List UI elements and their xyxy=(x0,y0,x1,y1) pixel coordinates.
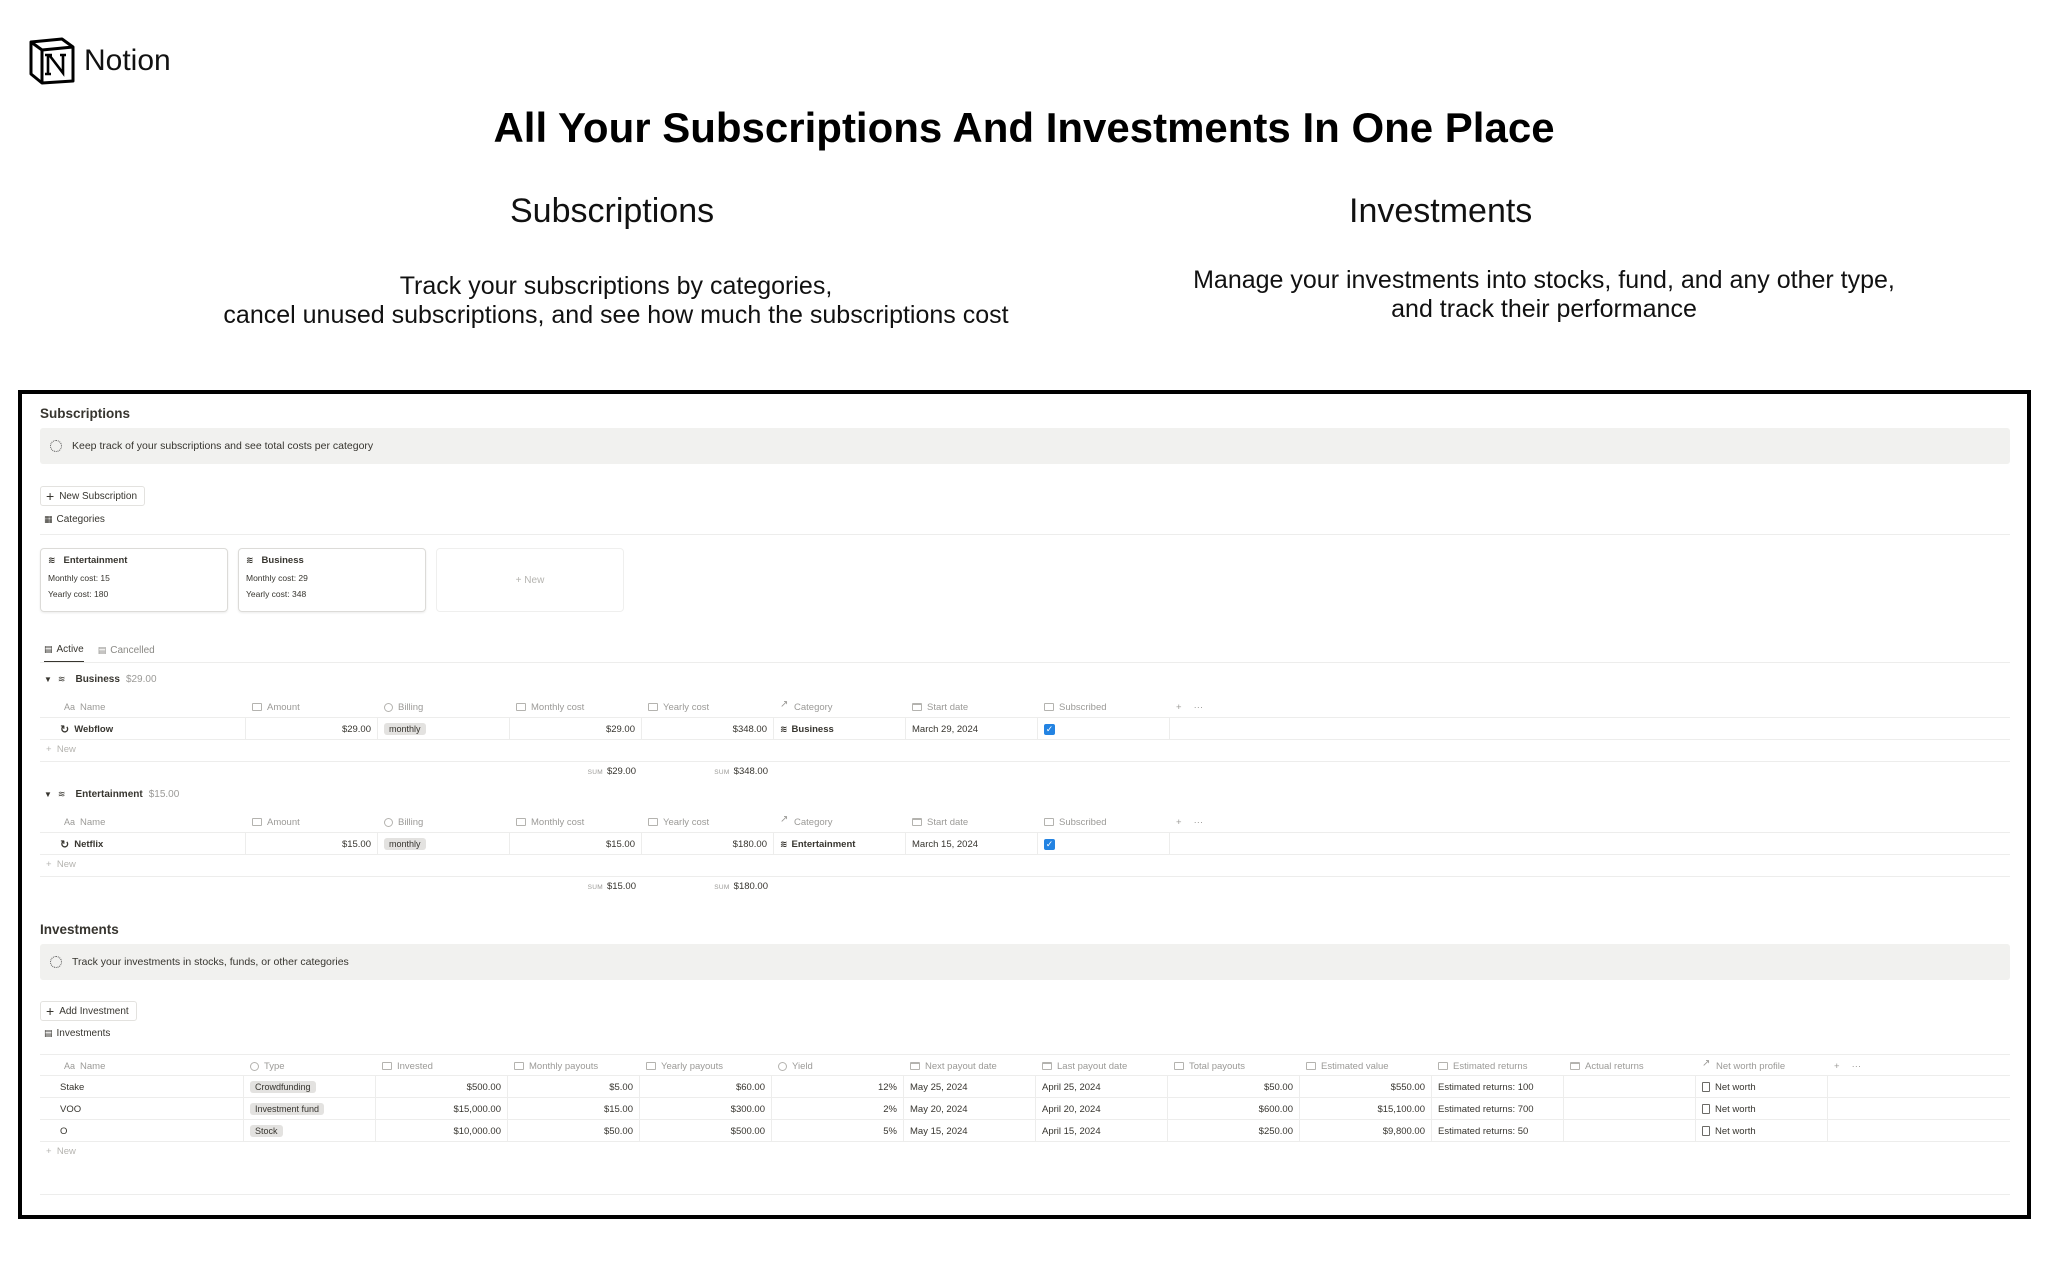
add-column-button[interactable]: + ··· xyxy=(1176,816,1204,828)
column-header-monthly-payouts[interactable]: Monthly payouts xyxy=(508,1055,640,1077)
column-header-category[interactable]: ↗ Category xyxy=(774,696,906,718)
tab-cancelled[interactable]: ▤ Cancelled xyxy=(97,645,155,656)
add-column-button[interactable]: + ··· xyxy=(1834,1060,1862,1072)
investments-view-label[interactable]: ▤ Investments xyxy=(44,1028,111,1039)
column-header-actual-returns[interactable]: Actual returns xyxy=(1564,1055,1696,1077)
column-header-start-date[interactable]: Start date xyxy=(906,696,1038,718)
subscriptions-heading: Subscriptions xyxy=(510,192,715,230)
column-header-monthly-cost[interactable]: Monthly cost xyxy=(510,811,642,833)
stack-icon: ≋ xyxy=(48,555,56,565)
sum-row: SUM $29.00 SUM $348.00 xyxy=(587,766,768,777)
table-header xyxy=(40,811,2010,833)
column-header-yearly-payouts[interactable]: Yearly payouts xyxy=(640,1055,772,1077)
group-header-entertainment[interactable]: ▼ ≋ Entertainment $15.00 xyxy=(44,789,180,800)
plus-icon: + xyxy=(46,488,55,504)
page-icon xyxy=(1702,1082,1710,1092)
dotted-circle-icon xyxy=(50,440,62,452)
notion-logo[interactable] xyxy=(28,36,171,86)
table-row[interactable]: O Stock $10,000.00 $50.00 $500.00 5% May 15, 2024 April 15, 2024 $250.00 $9,800.00 Estimated returns: 50 Net worth xyxy=(40,1120,2010,1142)
triangle-down-icon: ▼ xyxy=(44,790,52,799)
subscribed-checkbox[interactable]: ✓ xyxy=(1045,723,1054,734)
column-header-billing[interactable]: Billing xyxy=(378,696,510,718)
stack-icon: ≋ xyxy=(57,674,66,684)
column-header-billing[interactable]: Billing xyxy=(378,811,510,833)
stack-icon: ≋ xyxy=(780,838,788,849)
column-header-name[interactable]: Aa Name xyxy=(64,816,106,828)
notion-logo-icon xyxy=(28,36,76,86)
table-icon: ▤ xyxy=(97,645,107,655)
column-header-next-payout-date[interactable]: Next payout date xyxy=(904,1055,1036,1077)
stack-icon: ≋ xyxy=(780,723,788,734)
column-header-total-payouts[interactable]: Total payouts xyxy=(1168,1055,1300,1077)
column-header-yearly-cost[interactable]: Yearly cost xyxy=(642,811,774,833)
table-icon: ▤ xyxy=(44,1028,53,1038)
table-header xyxy=(40,1054,2010,1076)
divider xyxy=(40,534,2010,535)
stack-icon: ≋ xyxy=(57,789,66,799)
plus-icon: + xyxy=(46,1003,55,1019)
refresh-icon: ↻ xyxy=(60,838,70,851)
subscriptions-callout: Keep track of your subscriptions and see total costs per category xyxy=(40,428,2010,464)
divider xyxy=(40,662,2010,663)
divider xyxy=(40,876,2010,877)
tab-active[interactable]: ▤ Active xyxy=(44,644,84,663)
add-column-button[interactable]: + ··· xyxy=(1176,701,1204,713)
categories-view-label[interactable]: ▦ Categories xyxy=(44,514,105,525)
sum-row: SUM $15.00 SUM $180.00 xyxy=(587,881,768,892)
table-icon: ▤ xyxy=(44,644,53,654)
hero-title: All Your Subscriptions And Investments In One Place xyxy=(493,104,1555,151)
column-header-subscribed[interactable]: Subscribed xyxy=(1038,696,1170,718)
dotted-circle-icon xyxy=(50,956,62,968)
category-card-business[interactable]: ≋ Business Monthly cost: 29 Yearly cost: 348 xyxy=(238,548,426,612)
column-header-net-worth-profile[interactable]: ↗ Net worth profile xyxy=(1696,1055,1828,1077)
category-card-entertainment[interactable]: ≋ Entertainment Monthly cost: 15 Yearly cost: 180 xyxy=(40,548,228,612)
new-row-button[interactable]: + New xyxy=(46,859,76,870)
column-header-monthly-cost[interactable]: Monthly cost xyxy=(510,696,642,718)
notion-embed-frame xyxy=(18,390,2031,1219)
new-category-card[interactable]: + New xyxy=(436,548,624,612)
page-icon xyxy=(1702,1126,1710,1136)
column-header-yield[interactable]: Yield xyxy=(772,1055,904,1077)
new-row-button[interactable]: + New xyxy=(46,1146,76,1157)
divider xyxy=(40,761,2010,762)
divider xyxy=(40,1194,2010,1195)
notion-wordmark: Notion xyxy=(84,44,171,77)
column-header-estimated-value[interactable]: Estimated value xyxy=(1300,1055,1432,1077)
column-header-name[interactable]: Aa Name xyxy=(64,701,106,713)
gallery-icon: ▦ xyxy=(44,514,53,524)
table-row[interactable]: ↻ Netflix $15.00 monthly $15.00 $180.00 ≋ Entertainment March 15, 2024 ✓ xyxy=(40,833,2010,855)
column-header-amount[interactable]: Amount xyxy=(246,696,378,718)
column-header-category[interactable]: ↗ Category xyxy=(774,811,906,833)
table-header xyxy=(40,696,2010,718)
investments-heading: Investments xyxy=(1349,192,1533,230)
add-investment-button[interactable]: + Add Investment xyxy=(40,1001,137,1021)
subscribed-checkbox[interactable]: ✓ xyxy=(1045,838,1054,849)
new-row-button[interactable]: + New xyxy=(46,744,76,755)
refresh-icon: ↻ xyxy=(60,723,70,736)
column-header-last-payout-date[interactable]: Last payout date xyxy=(1036,1055,1168,1077)
investments-section-title: Investments xyxy=(40,922,119,937)
column-header-yearly-cost[interactable]: Yearly cost xyxy=(642,696,774,718)
subscription-view-tabs xyxy=(44,644,155,663)
investments-description: Manage your investments into stocks, fund, and any other type, and track their performance xyxy=(1193,266,1895,323)
subscriptions-section-title: Subscriptions xyxy=(40,406,131,421)
stack-icon: ≋ xyxy=(246,555,254,565)
table-row[interactable]: VOO Investment fund $15,000.00 $15.00 $300.00 2% May 20, 2024 April 20, 2024 $600.00 $15,100.00 Estimated returns: 700 Net worth xyxy=(40,1098,2010,1120)
column-header-type[interactable]: Type xyxy=(244,1055,376,1077)
column-header-estimated-returns[interactable]: Estimated returns xyxy=(1432,1055,1564,1077)
column-header-invested[interactable]: Invested xyxy=(376,1055,508,1077)
group-header-business[interactable]: ▼ ≋ Business $29.00 xyxy=(44,674,157,685)
column-header-amount[interactable]: Amount xyxy=(246,811,378,833)
subscriptions-description: Track your subscriptions by categories, cancel unused subscriptions, and see how much the subscriptions cost xyxy=(223,272,1009,329)
investments-callout: Track your investments in stocks, funds, or other categories xyxy=(40,944,2010,980)
triangle-down-icon: ▼ xyxy=(44,675,52,684)
table-row[interactable]: Stake Crowdfunding $500.00 $5.00 $60.00 12% May 25, 2024 April 25, 2024 $50.00 $550.00 Estimated returns: 100 Net worth xyxy=(40,1076,2010,1098)
column-header-start-date[interactable]: Start date xyxy=(906,811,1038,833)
page-icon xyxy=(1702,1104,1710,1114)
new-subscription-button[interactable]: + New Subscription xyxy=(40,486,145,506)
table-row[interactable]: ↻ Webflow $29.00 monthly $29.00 $348.00 ≋ Business March 29, 2024 ✓ xyxy=(40,718,2010,740)
column-header-name[interactable]: Aa Name xyxy=(64,1060,106,1072)
plus-icon: + xyxy=(515,574,525,586)
column-header-subscribed[interactable]: Subscribed xyxy=(1038,811,1170,833)
